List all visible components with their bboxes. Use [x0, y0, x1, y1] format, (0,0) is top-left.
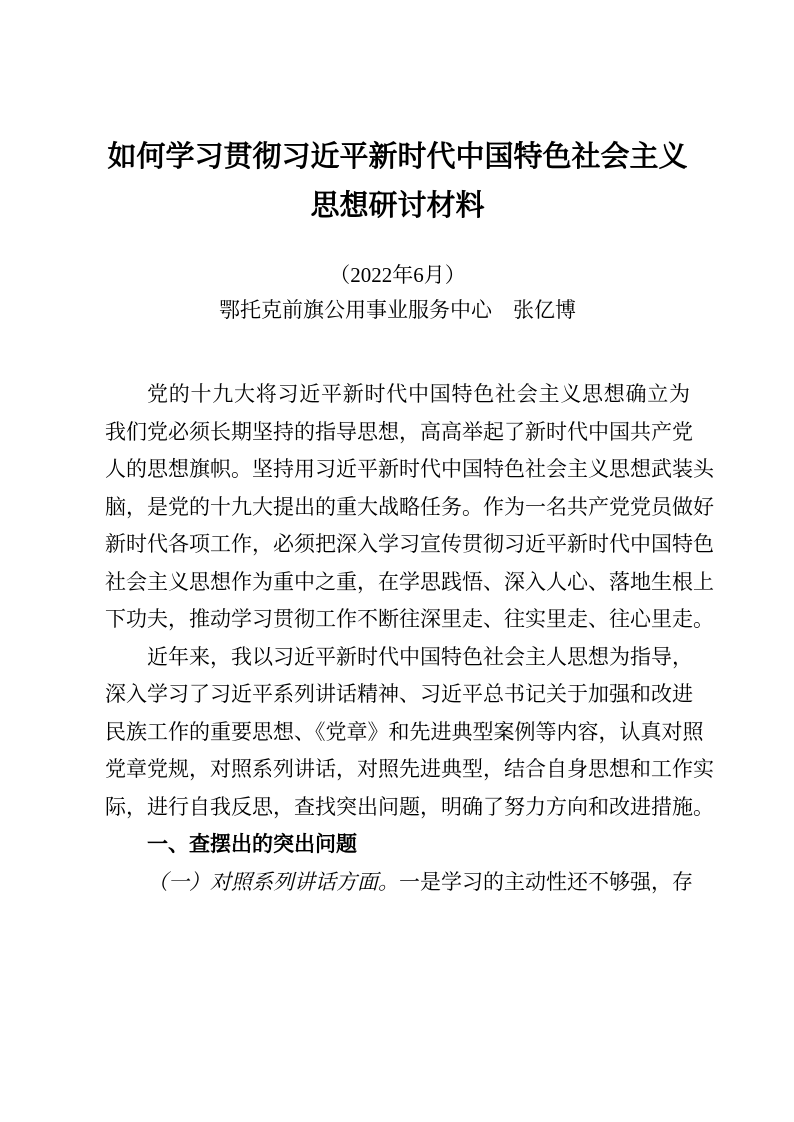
paragraph-3-song-segment: 一是学习的主动性还不够强，存: [399, 869, 693, 894]
paragraph-1-line-2: 我们党必须长期坚持的指导思想，高高举起了新时代中国共产党: [105, 419, 693, 444]
paragraph-3-line-1: [105, 864, 693, 902]
paragraph-3-kaiti-segment: （一）对照系列讲话方面。: [147, 869, 399, 894]
paragraph-2-line-5: 际，进行自我反思，查找突出问题，明确了努力方向和改进措施。: [105, 794, 714, 819]
paragraph-1-line-7: 下功夫，推动学习贯彻工作不断往深里走、往实里走、往心里走。: [105, 607, 714, 631]
document-date: （2022年6月）: [329, 263, 466, 287]
document-title-line-2: 思想研讨材料: [310, 190, 485, 222]
paragraph-1-line-5: 新时代各项工作，必须把深入学习宣传贯彻习近平新时代中国特色: [105, 532, 714, 556]
paragraph-1-line-1: 党的十九大将习近平新时代中国特色社会主义思想确立为: [147, 382, 690, 406]
document-title: [105, 133, 690, 231]
document-body: [105, 376, 714, 901]
paragraph-1-line-3: 人的思想旗帜。坚持用习近平新时代中国特色社会主义思想武装头: [105, 457, 714, 481]
paragraph-1-line-4: 脑，是党的十九大提出的重大战略任务。作为一名共产党党员做好: [105, 494, 714, 519]
document-content: [105, 0, 714, 901]
paragraph-2-line-4: 党章党规，对照系列讲话，对照先进典型，结合自身思想和工作实: [105, 757, 714, 781]
section-heading-1: 一、查摆出的突出问题: [147, 833, 357, 856]
document-byline: 鄂托克前旗公用事业服务中心 张亿博: [219, 298, 576, 322]
paragraph-1-line-6: 社会主义思想作为重中之重，在学思践悟、深入人心、落地生根上: [105, 569, 714, 594]
document-title-line-1: 如何学习贯彻习近平新时代中国特色社会主义: [107, 141, 688, 173]
paragraph-2-line-1: 近年来，我以习近平新时代中国特色社会主人思想为指导，: [147, 644, 693, 669]
paragraph-2-line-2: 深入学习了习近平系列讲话精神、习近平总书记关于加强和改进: [105, 682, 693, 706]
paragraph-2-line-3: 民族工作的重要思想、《党章》和先进典型案例等内容，认真对照: [105, 719, 704, 744]
